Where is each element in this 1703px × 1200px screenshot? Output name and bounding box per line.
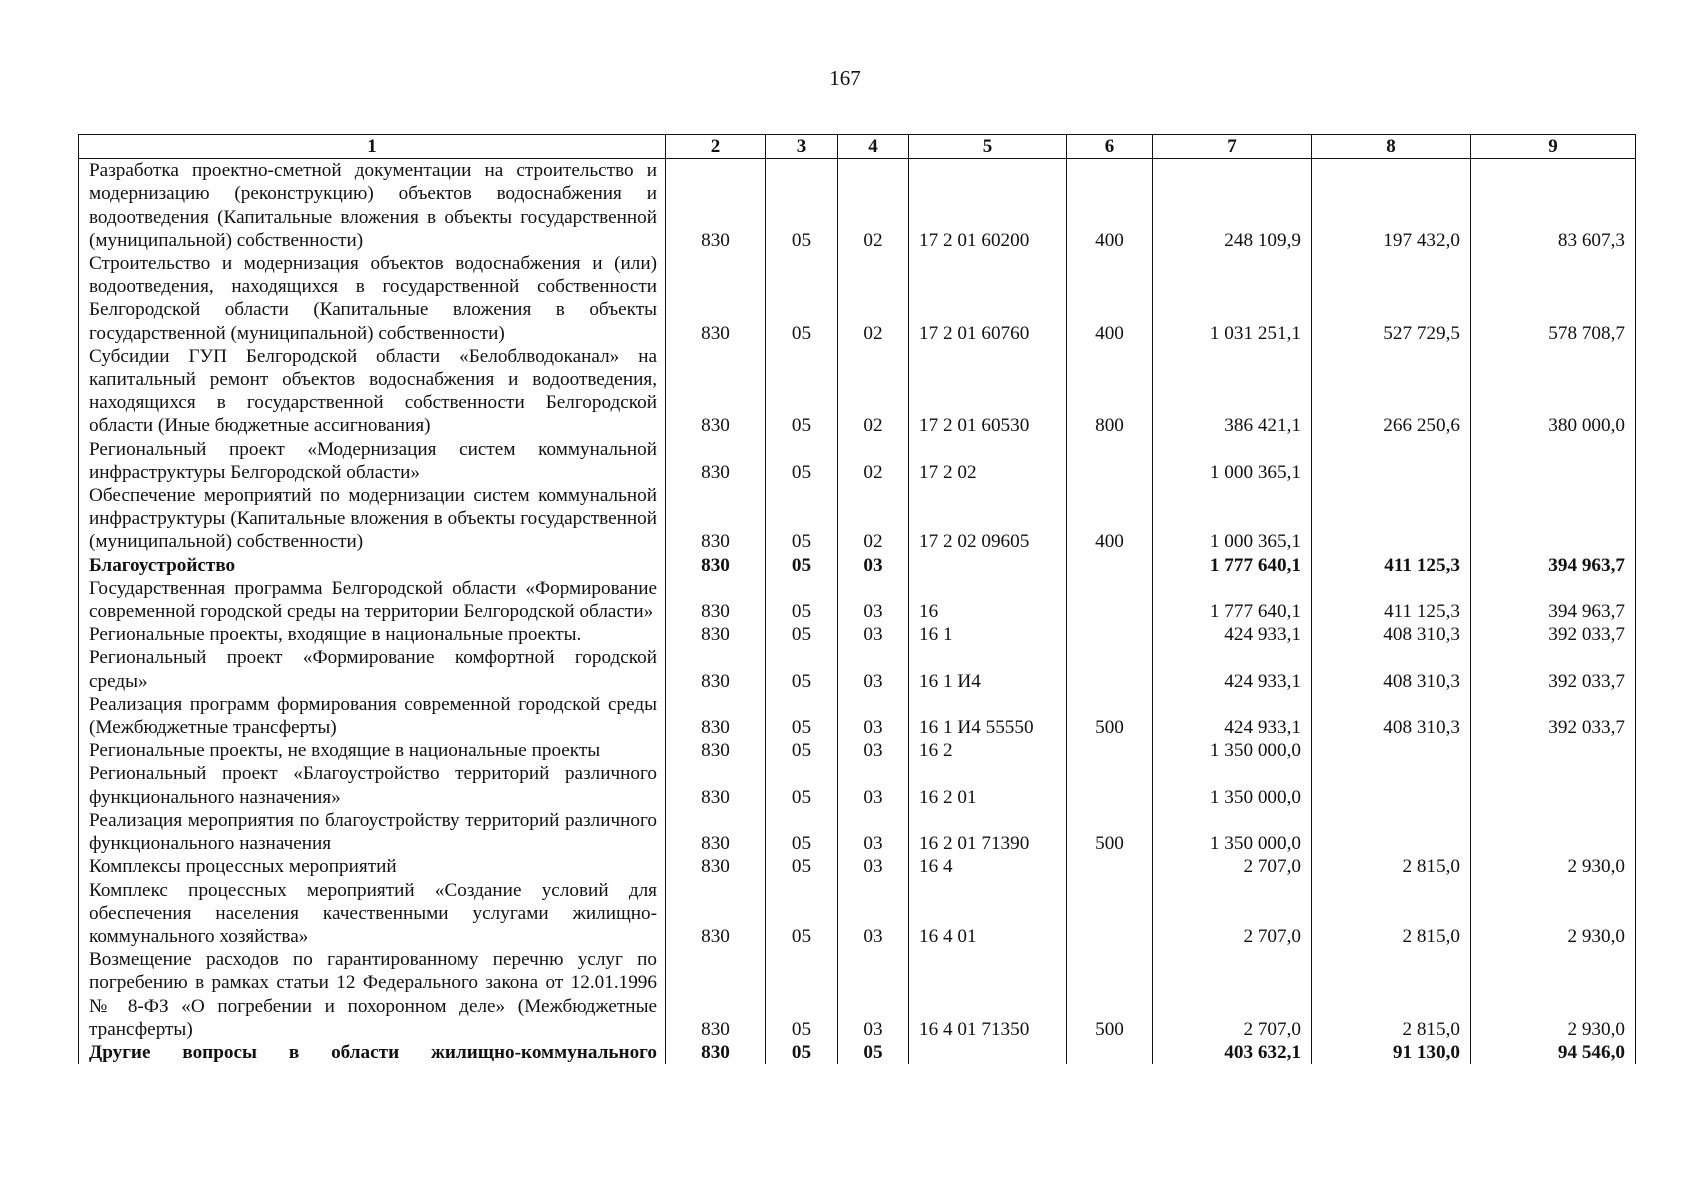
ministry-code: 830 <box>666 762 766 808</box>
section-code: 05 <box>766 1041 838 1064</box>
amount-year-1: 1 000 365,1 <box>1153 484 1312 554</box>
row-name: Региональные проекты, входящие в национальные проекты. <box>79 623 666 646</box>
table-row <box>79 879 1636 949</box>
target-article-code: 17 2 01 60200 <box>909 159 1067 252</box>
target-article-code: 16 4 <box>909 855 1067 878</box>
target-article-code <box>909 554 1067 577</box>
row-name: Государственная программа Белгородской области «Формирование современной городской среды на территории Белгородской области» <box>79 577 666 623</box>
section-code: 05 <box>766 739 838 762</box>
table-row <box>79 577 1636 623</box>
table-row <box>79 623 1636 646</box>
subsection-code: 02 <box>838 438 909 484</box>
amount-year-2 <box>1312 809 1471 855</box>
amount-year-1: 403 632,1 <box>1153 1041 1312 1064</box>
target-article-code <box>909 1041 1067 1064</box>
row-name: Реализация программ формирования современной городской среды (Межбюджетные трансферты) <box>79 693 666 739</box>
section-code: 05 <box>766 879 838 949</box>
amount-year-2 <box>1312 484 1471 554</box>
ministry-code: 830 <box>666 345 766 438</box>
section-code: 05 <box>766 345 838 438</box>
section-code: 05 <box>766 762 838 808</box>
ministry-code: 830 <box>666 948 766 1041</box>
ministry-code: 830 <box>666 1041 766 1064</box>
amount-year-1: 424 933,1 <box>1153 693 1312 739</box>
amount-year-1: 2 707,0 <box>1153 948 1312 1041</box>
amount-year-3 <box>1471 762 1636 808</box>
row-name: Благоустройство <box>79 554 666 577</box>
target-article-code: 16 2 01 71390 <box>909 809 1067 855</box>
ministry-code: 830 <box>666 484 766 554</box>
table-row <box>79 345 1636 438</box>
amount-year-2: 411 125,3 <box>1312 577 1471 623</box>
amount-year-3: 392 033,7 <box>1471 646 1636 692</box>
amount-year-2: 408 310,3 <box>1312 693 1471 739</box>
subsection-code: 03 <box>838 809 909 855</box>
ministry-code: 830 <box>666 159 766 252</box>
expense-type-code <box>1067 762 1153 808</box>
target-article-code: 16 2 <box>909 739 1067 762</box>
expense-type-code <box>1067 623 1153 646</box>
table-row <box>79 646 1636 692</box>
amount-year-3: 380 000,0 <box>1471 345 1636 438</box>
subsection-code: 05 <box>838 1041 909 1064</box>
amount-year-3 <box>1471 739 1636 762</box>
target-article-code: 16 4 01 71350 <box>909 948 1067 1041</box>
subsection-code: 03 <box>838 948 909 1041</box>
amount-year-1: 1 350 000,0 <box>1153 762 1312 808</box>
subsection-code: 02 <box>838 345 909 438</box>
amount-year-3: 392 033,7 <box>1471 623 1636 646</box>
subsection-code: 03 <box>838 554 909 577</box>
amount-year-2: 411 125,3 <box>1312 554 1471 577</box>
ministry-code: 830 <box>666 879 766 949</box>
amount-year-3: 394 963,7 <box>1471 554 1636 577</box>
table-row <box>79 438 1636 484</box>
amount-year-2 <box>1312 739 1471 762</box>
table-row <box>79 739 1636 762</box>
table-row <box>79 693 1636 739</box>
row-name: Региональный проект «Модернизация систем коммунальной инфраструктуры Белгородской области» <box>79 438 666 484</box>
section-code: 05 <box>766 809 838 855</box>
col-header-5: 5 <box>909 135 1067 159</box>
subsection-code: 03 <box>838 623 909 646</box>
amount-year-2 <box>1312 438 1471 484</box>
amount-year-3: 2 930,0 <box>1471 948 1636 1041</box>
expense-type-code <box>1067 855 1153 878</box>
amount-year-3: 394 963,7 <box>1471 577 1636 623</box>
table-row <box>79 252 1636 345</box>
table-row <box>79 554 1636 577</box>
amount-year-3 <box>1471 438 1636 484</box>
header-row <box>79 135 1636 159</box>
row-name: Возмещение расходов по гарантированному перечню услуг по погребению в рамках статьи 12 Федерального закона от 12.01.1996 № 8-ФЗ «О погребении и похоронном деле» (Межбюджетные трансферты) <box>79 948 666 1041</box>
amount-year-3 <box>1471 809 1636 855</box>
ministry-code: 830 <box>666 739 766 762</box>
target-article-code: 16 4 01 <box>909 879 1067 949</box>
section-code: 05 <box>766 159 838 252</box>
ministry-code: 830 <box>666 252 766 345</box>
section-code: 05 <box>766 554 838 577</box>
section-code: 05 <box>766 577 838 623</box>
table-row <box>79 159 1636 252</box>
target-article-code: 16 1 И4 <box>909 646 1067 692</box>
table-row <box>79 948 1636 1041</box>
row-name: Региональный проект «Формирование комфортной городской среды» <box>79 646 666 692</box>
subsection-code: 03 <box>838 646 909 692</box>
expense-type-code <box>1067 1041 1153 1064</box>
budget-table <box>78 134 1636 1064</box>
row-name: Разработка проектно-сметной документации на строительство и модернизацию (реконструкцию) объектов водоснабжения и водоотведения (Капитальные вложения в объекты государственной (муниципальной) собственности) <box>79 159 666 252</box>
amount-year-1: 2 707,0 <box>1153 855 1312 878</box>
ministry-code: 830 <box>666 855 766 878</box>
row-name: Субсидии ГУП Белгородской области «Белоблводоканал» на капитальный ремонт объектов водоснабжения и водоотведения, находящихся в государственной собственности Белгородской области (Иные бюджетные ассигнования) <box>79 345 666 438</box>
amount-year-1: 1 000 365,1 <box>1153 438 1312 484</box>
expense-type-code <box>1067 646 1153 692</box>
col-header-3: 3 <box>766 135 838 159</box>
expense-type-code: 500 <box>1067 809 1153 855</box>
section-code: 05 <box>766 693 838 739</box>
target-article-code: 17 2 02 09605 <box>909 484 1067 554</box>
ministry-code: 830 <box>666 809 766 855</box>
row-name: Региональный проект «Благоустройство территорий различного функционального назначения» <box>79 762 666 808</box>
section-code: 05 <box>766 948 838 1041</box>
amount-year-2: 91 130,0 <box>1312 1041 1471 1064</box>
subsection-code: 02 <box>838 252 909 345</box>
amount-year-1: 1 777 640,1 <box>1153 577 1312 623</box>
table-body <box>79 159 1636 1064</box>
section-code: 05 <box>766 484 838 554</box>
target-article-code: 17 2 01 60530 <box>909 345 1067 438</box>
col-header-6: 6 <box>1067 135 1153 159</box>
ministry-code: 830 <box>666 693 766 739</box>
expense-type-code: 400 <box>1067 159 1153 252</box>
amount-year-1: 1 350 000,0 <box>1153 739 1312 762</box>
expense-type-code: 400 <box>1067 252 1153 345</box>
amount-year-2: 266 250,6 <box>1312 345 1471 438</box>
amount-year-3: 83 607,3 <box>1471 159 1636 252</box>
amount-year-2: 408 310,3 <box>1312 623 1471 646</box>
table-row <box>79 1041 1636 1064</box>
amount-year-2: 2 815,0 <box>1312 948 1471 1041</box>
col-header-4: 4 <box>838 135 909 159</box>
expense-type-code: 400 <box>1067 484 1153 554</box>
subsection-code: 02 <box>838 159 909 252</box>
amount-year-1: 386 421,1 <box>1153 345 1312 438</box>
amount-year-2: 2 815,0 <box>1312 879 1471 949</box>
ministry-code: 830 <box>666 554 766 577</box>
section-code: 05 <box>766 252 838 345</box>
amount-year-1: 1 350 000,0 <box>1153 809 1312 855</box>
target-article-code: 16 1 <box>909 623 1067 646</box>
amount-year-3: 94 546,0 <box>1471 1041 1636 1064</box>
row-name: Строительство и модернизация объектов водоснабжения и (или) водоотведения, находящихся в государственной собственности Белгородской области (Капитальные вложения в объекты государственной (муниципальной) собственности) <box>79 252 666 345</box>
amount-year-3: 2 930,0 <box>1471 855 1636 878</box>
expense-type-code <box>1067 554 1153 577</box>
table-row <box>79 762 1636 808</box>
target-article-code: 16 <box>909 577 1067 623</box>
subsection-code: 03 <box>838 693 909 739</box>
amount-year-2: 2 815,0 <box>1312 855 1471 878</box>
col-header-2: 2 <box>666 135 766 159</box>
subsection-code: 02 <box>838 484 909 554</box>
table-row <box>79 855 1636 878</box>
ministry-code: 830 <box>666 646 766 692</box>
amount-year-1: 1 031 251,1 <box>1153 252 1312 345</box>
table-row <box>79 484 1636 554</box>
row-name: Реализация мероприятия по благоустройству территорий различного функционального назначения <box>79 809 666 855</box>
ministry-code: 830 <box>666 438 766 484</box>
section-code: 05 <box>766 623 838 646</box>
amount-year-1: 248 109,9 <box>1153 159 1312 252</box>
subsection-code: 03 <box>838 879 909 949</box>
amount-year-3: 392 033,7 <box>1471 693 1636 739</box>
subsection-code: 03 <box>838 855 909 878</box>
amount-year-1: 424 933,1 <box>1153 646 1312 692</box>
subsection-code: 03 <box>838 577 909 623</box>
amount-year-2: 527 729,5 <box>1312 252 1471 345</box>
expense-type-code <box>1067 879 1153 949</box>
target-article-code: 17 2 02 <box>909 438 1067 484</box>
page-number: 167 <box>829 66 861 90</box>
ministry-code: 830 <box>666 577 766 623</box>
amount-year-3 <box>1471 484 1636 554</box>
expense-type-code <box>1067 577 1153 623</box>
target-article-code: 16 1 И4 55550 <box>909 693 1067 739</box>
col-header-1: 1 <box>79 135 666 159</box>
col-header-9: 9 <box>1471 135 1636 159</box>
row-name: Обеспечение мероприятий по модернизации систем коммунальной инфраструктуры (Капитальные вложения в объекты государственной (муниципальной) собственности) <box>79 484 666 554</box>
target-article-code: 16 2 01 <box>909 762 1067 808</box>
amount-year-2: 408 310,3 <box>1312 646 1471 692</box>
table-row <box>79 809 1636 855</box>
row-name: Комплексы процессных мероприятий <box>79 855 666 878</box>
subsection-code: 03 <box>838 762 909 808</box>
amount-year-2: 197 432,0 <box>1312 159 1471 252</box>
expense-type-code <box>1067 739 1153 762</box>
row-name: Региональные проекты, не входящие в национальные проекты <box>79 739 666 762</box>
expense-type-code: 800 <box>1067 345 1153 438</box>
col-header-7: 7 <box>1153 135 1312 159</box>
row-name: Комплекс процессных мероприятий «Создание условий для обеспечения населения качественными услугами жилищно-коммунального хозяйства» <box>79 879 666 949</box>
section-code: 05 <box>766 646 838 692</box>
amount-year-1: 424 933,1 <box>1153 623 1312 646</box>
expense-type-code <box>1067 438 1153 484</box>
amount-year-1: 2 707,0 <box>1153 879 1312 949</box>
expense-type-code: 500 <box>1067 948 1153 1041</box>
amount-year-3: 578 708,7 <box>1471 252 1636 345</box>
amount-year-2 <box>1312 762 1471 808</box>
col-header-8: 8 <box>1312 135 1471 159</box>
amount-year-3: 2 930,0 <box>1471 879 1636 949</box>
row-name: Другие вопросы в области жилищно-коммунального <box>79 1041 666 1064</box>
amount-year-1: 1 777 640,1 <box>1153 554 1312 577</box>
section-code: 05 <box>766 855 838 878</box>
target-article-code: 17 2 01 60760 <box>909 252 1067 345</box>
expense-type-code: 500 <box>1067 693 1153 739</box>
table-header <box>79 135 1636 159</box>
section-code: 05 <box>766 438 838 484</box>
subsection-code: 03 <box>838 739 909 762</box>
ministry-code: 830 <box>666 623 766 646</box>
